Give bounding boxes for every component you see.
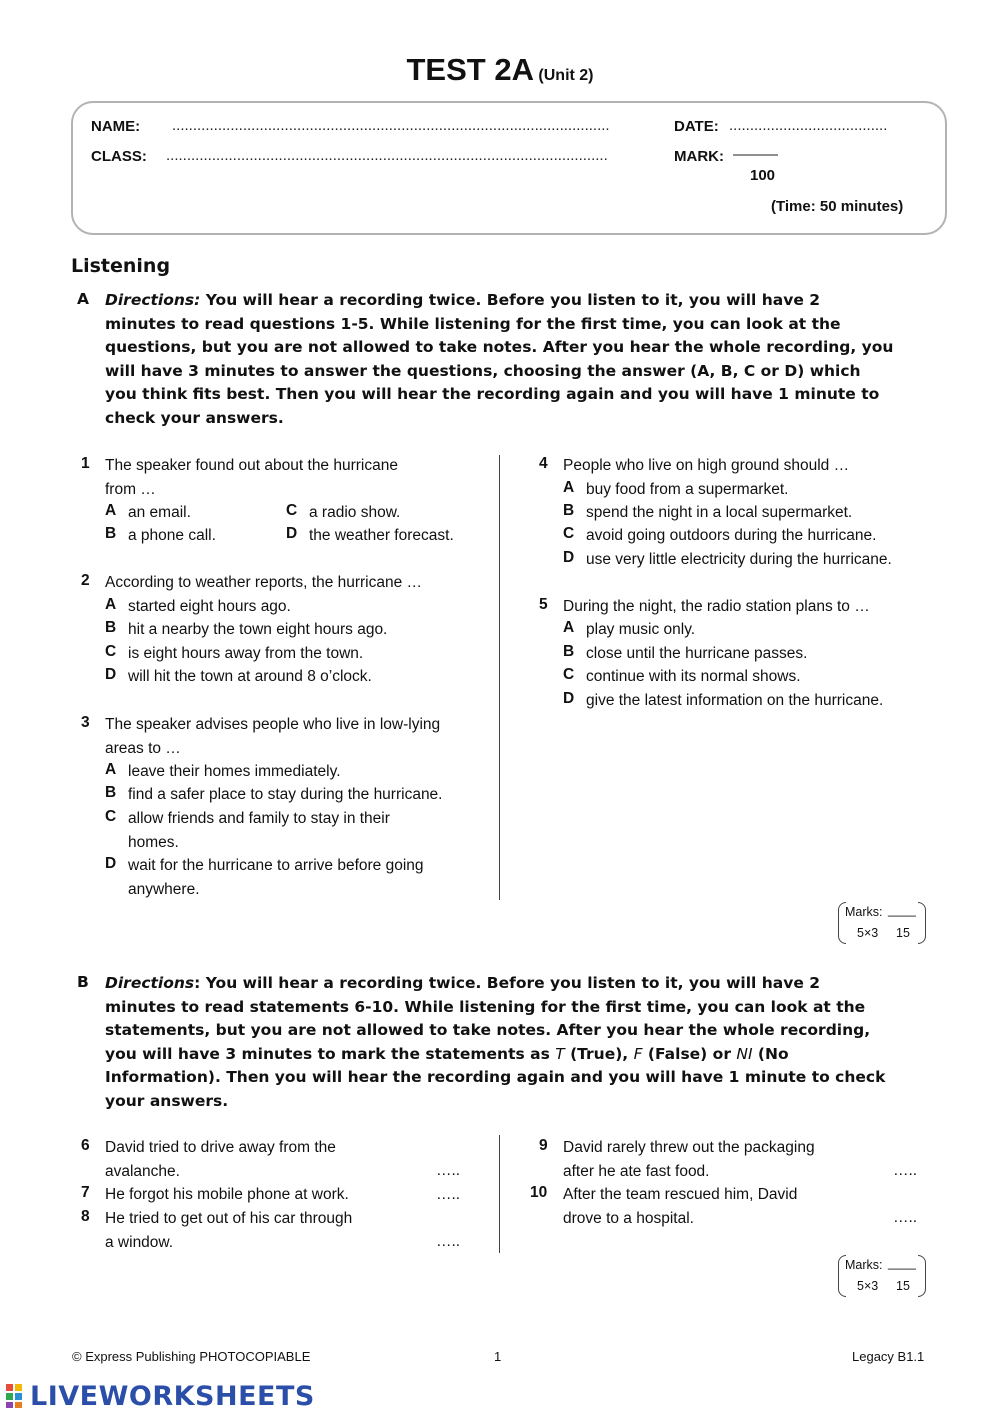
text-line: from … [105,480,156,498]
option-text[interactable]: a radio show. [309,504,401,521]
liveworksheets-logo-text[interactable]: LIVEWORKSHEETS [30,1381,315,1412]
option-text[interactable]: a phone call. [128,527,216,544]
text-line: He tried to get out of his car through [105,1210,353,1227]
answer-blank[interactable]: ….. [893,1162,918,1179]
text-line: D [105,855,117,872]
text-line: A [563,619,575,636]
text-line: (False) or [642,1044,737,1063]
text-line: The speaker found out about the hurricane [105,457,398,474]
unit-label: (Unit 2) [538,67,594,84]
marks-blank[interactable]: ____ [888,1256,916,1270]
text-line: after he ate fast food. [563,1162,710,1180]
text-line: avalanche. [105,1162,180,1180]
text-line: you think fits best. Then you will hear the recording again and you will have 1 minute to [105,385,880,404]
text-line: 5 [539,596,548,613]
statement-text [105,1136,336,1183]
text-line: you will have 3 minutes to mark the statements as [105,1044,556,1063]
question-text [105,454,398,501]
text-line: C [563,666,575,683]
text-line: Marks: [845,1258,883,1272]
text-line: : You will hear a recording twice. Before you listen to it, you will have 2 [194,974,821,992]
text-line: 5×3 [857,926,879,940]
liveworksheets-logo-icon [6,1384,32,1408]
text-line: 8 [81,1208,90,1225]
text-line: homes. [128,833,179,851]
text-line: minutes to read questions 1-5. While listening for the first time, you can look at the [105,314,841,333]
text-line: B [105,784,117,801]
text-line: B [563,643,575,660]
text-line: (No [752,1044,789,1063]
option-text[interactable]: will hit the town at around 8 o’clock. [128,668,372,685]
option-text[interactable]: hit a nearby the town eight hours ago. [128,621,388,638]
text-line: wait for the hurricane to arrive before going [128,857,424,874]
text-line: 15 [896,1279,910,1293]
text-line: 7 [81,1184,90,1201]
name-field[interactable]: ......................................................................................................... [172,117,610,134]
mark-field: ——— [733,146,778,163]
directions-label: Directions: [105,291,201,309]
option-text[interactable]: is eight hours away from the town. [128,645,364,662]
class-label: CLASS: [91,148,147,165]
text-line: 5×3 [857,1279,879,1293]
text-line: 2 [81,572,90,589]
text-line: questions, but you are not allowed to take notes. After you hear the whole recording, you [105,338,894,357]
text-line: A [105,502,117,519]
text-line: 6 [81,1137,90,1154]
page-title [0,52,1000,88]
text-line: anywhere. [128,880,200,898]
statement-text [563,1183,797,1230]
option-text[interactable]: continue with its normal shows. [586,668,801,685]
text-line: David rarely threw out the packaging [563,1139,815,1156]
answer-blank[interactable]: ….. [436,1233,461,1250]
option-text[interactable] [128,854,424,901]
text-line: areas to … [105,739,181,757]
section-b-letter: B [77,973,89,991]
text-line: will have 3 minutes to answer the questions, choosing the answer (A, B, C or D) which [105,361,861,380]
question-text: According to weather reports, the hurricane … [105,574,423,591]
text-line: D [563,549,575,566]
text-line: A [563,479,575,496]
text-line: B [563,502,575,519]
text-line: statements, but you are not allowed to take notes. After you hear the whole recording, [105,1021,871,1040]
option-text[interactable]: the weather forecast. [309,527,454,544]
text-line: D [105,666,117,683]
text-line: D [286,525,298,542]
text-line: C [105,808,117,825]
option-text[interactable]: spend the night in a local supermarket. [586,504,853,521]
section-a-letter: A [77,290,89,308]
mark-label: MARK: [674,148,724,165]
text-line: D [563,690,575,707]
section-heading-listening: Listening [71,255,171,277]
option-text[interactable]: started eight hours ago. [128,598,291,615]
text-line: You will hear a recording twice. Before you listen to it, you will have 2 [200,291,821,309]
bracket-right [918,902,926,944]
question-text [105,713,440,760]
marks-blank[interactable]: ____ [888,903,916,917]
text-line: drove to a hospital. [563,1209,694,1227]
option-text[interactable]: an email. [128,504,191,521]
footer-book: Legacy B1.1 [852,1349,925,1364]
date-field[interactable]: ...................................... [729,117,888,134]
option-text[interactable] [128,807,390,854]
text-line: C [563,525,575,542]
text-line: 9 [539,1137,548,1154]
text-line: Marks: [845,905,883,919]
mark-total: 100 [750,167,776,184]
text-line: After the team rescued him, David [563,1186,798,1203]
text-line: check your answers. [105,408,284,427]
statement-text [563,1136,815,1183]
date-label: DATE: [674,118,719,135]
statement-text [105,1207,352,1254]
text-line: 1 [81,455,90,472]
text-line: a window. [105,1233,174,1251]
text-line: allow friends and family to stay in their [128,810,390,827]
text-line: B [105,525,117,542]
question-text: During the night, the radio station plans to … [563,598,870,615]
answer-blank[interactable]: ….. [893,1209,918,1226]
text-line: Information). Then you will hear the recording again and you will have 1 minute to check [105,1068,886,1087]
option-text[interactable]: give the latest information on the hurricane. [586,692,884,709]
bracket-right [918,1255,926,1297]
footer-copyright: © Express Publishing PHOTOCOPIABLE [72,1349,311,1364]
option-text[interactable]: use very little electricity during the hurricane. [586,551,892,568]
option-text[interactable]: leave their homes immediately. [128,763,341,780]
option-text[interactable]: find a safer place to stay during the hurricane. [128,786,443,803]
option-text[interactable]: buy food from a supermarket. [586,481,789,498]
text-line: F [633,1044,643,1063]
test-title: TEST 2A [406,52,534,87]
page-number: 1 [494,1349,502,1364]
text-line: A [105,596,117,613]
option-text[interactable]: play music only. [586,621,696,638]
directions-label: Directions [105,974,195,992]
text-line: C [286,502,298,519]
text-line: (True), [564,1044,634,1063]
section-b-directions [105,972,945,1114]
class-field[interactable]: .......................................................................................................... [166,147,608,164]
text-line: David tried to drive away from the [105,1139,336,1156]
answer-blank[interactable]: ….. [436,1162,461,1179]
statement-text: He forgot his mobile phone at work. [105,1186,349,1203]
column-divider [499,455,500,900]
text-line: NI [736,1044,753,1063]
text-line: 15 [896,926,910,940]
text-line: A [105,761,117,778]
text-line: 10 [530,1184,548,1201]
text-line: T [555,1044,565,1063]
text-line: C [105,643,117,660]
text-line: your answers. [105,1091,229,1110]
option-text[interactable]: avoid going outdoors during the hurricane. [586,527,877,544]
column-divider [499,1135,500,1253]
section-a-directions [105,289,945,431]
question-text: People who live on high ground should … [563,457,850,474]
text-line: The speaker advises people who live in low-lying [105,716,441,733]
text-line: B [105,619,117,636]
time-limit: (Time: 50 minutes) [771,198,904,215]
option-text[interactable]: close until the hurricane passes. [586,645,808,662]
answer-blank[interactable]: ….. [436,1186,461,1203]
text-line: minutes to read statements 6-10. While listening for the first time, you can look at the [105,997,866,1016]
text-line: 3 [81,714,90,731]
name-label: NAME: [91,118,141,135]
text-line: 4 [539,455,548,472]
